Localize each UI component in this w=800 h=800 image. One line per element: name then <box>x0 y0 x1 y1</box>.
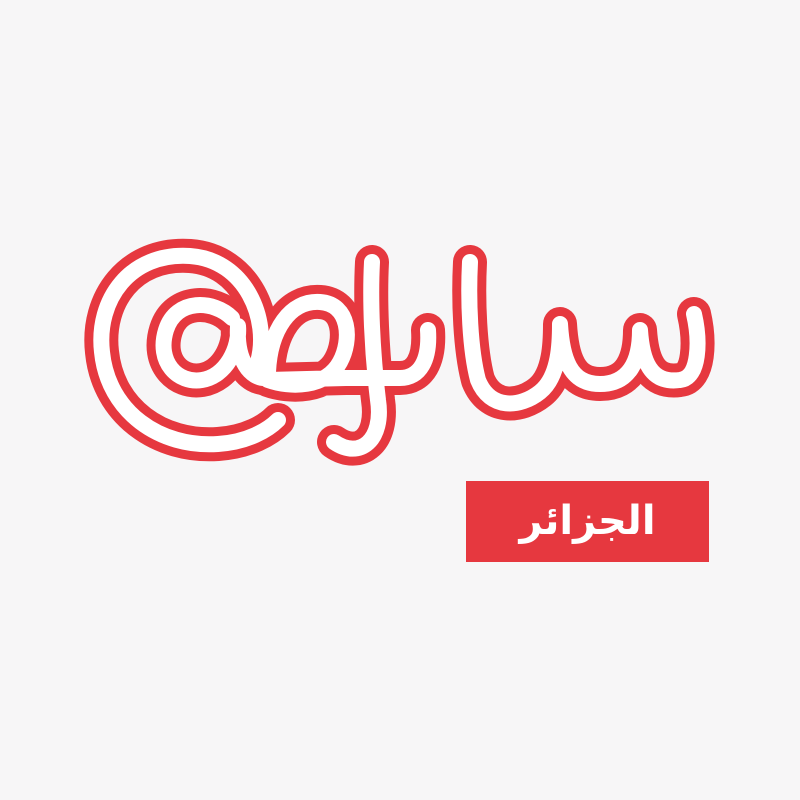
wordmark-fill <box>101 256 697 449</box>
wordmark-outline <box>101 256 697 449</box>
country-badge <box>466 481 709 562</box>
country-badge-label: الجزائر <box>519 497 656 544</box>
